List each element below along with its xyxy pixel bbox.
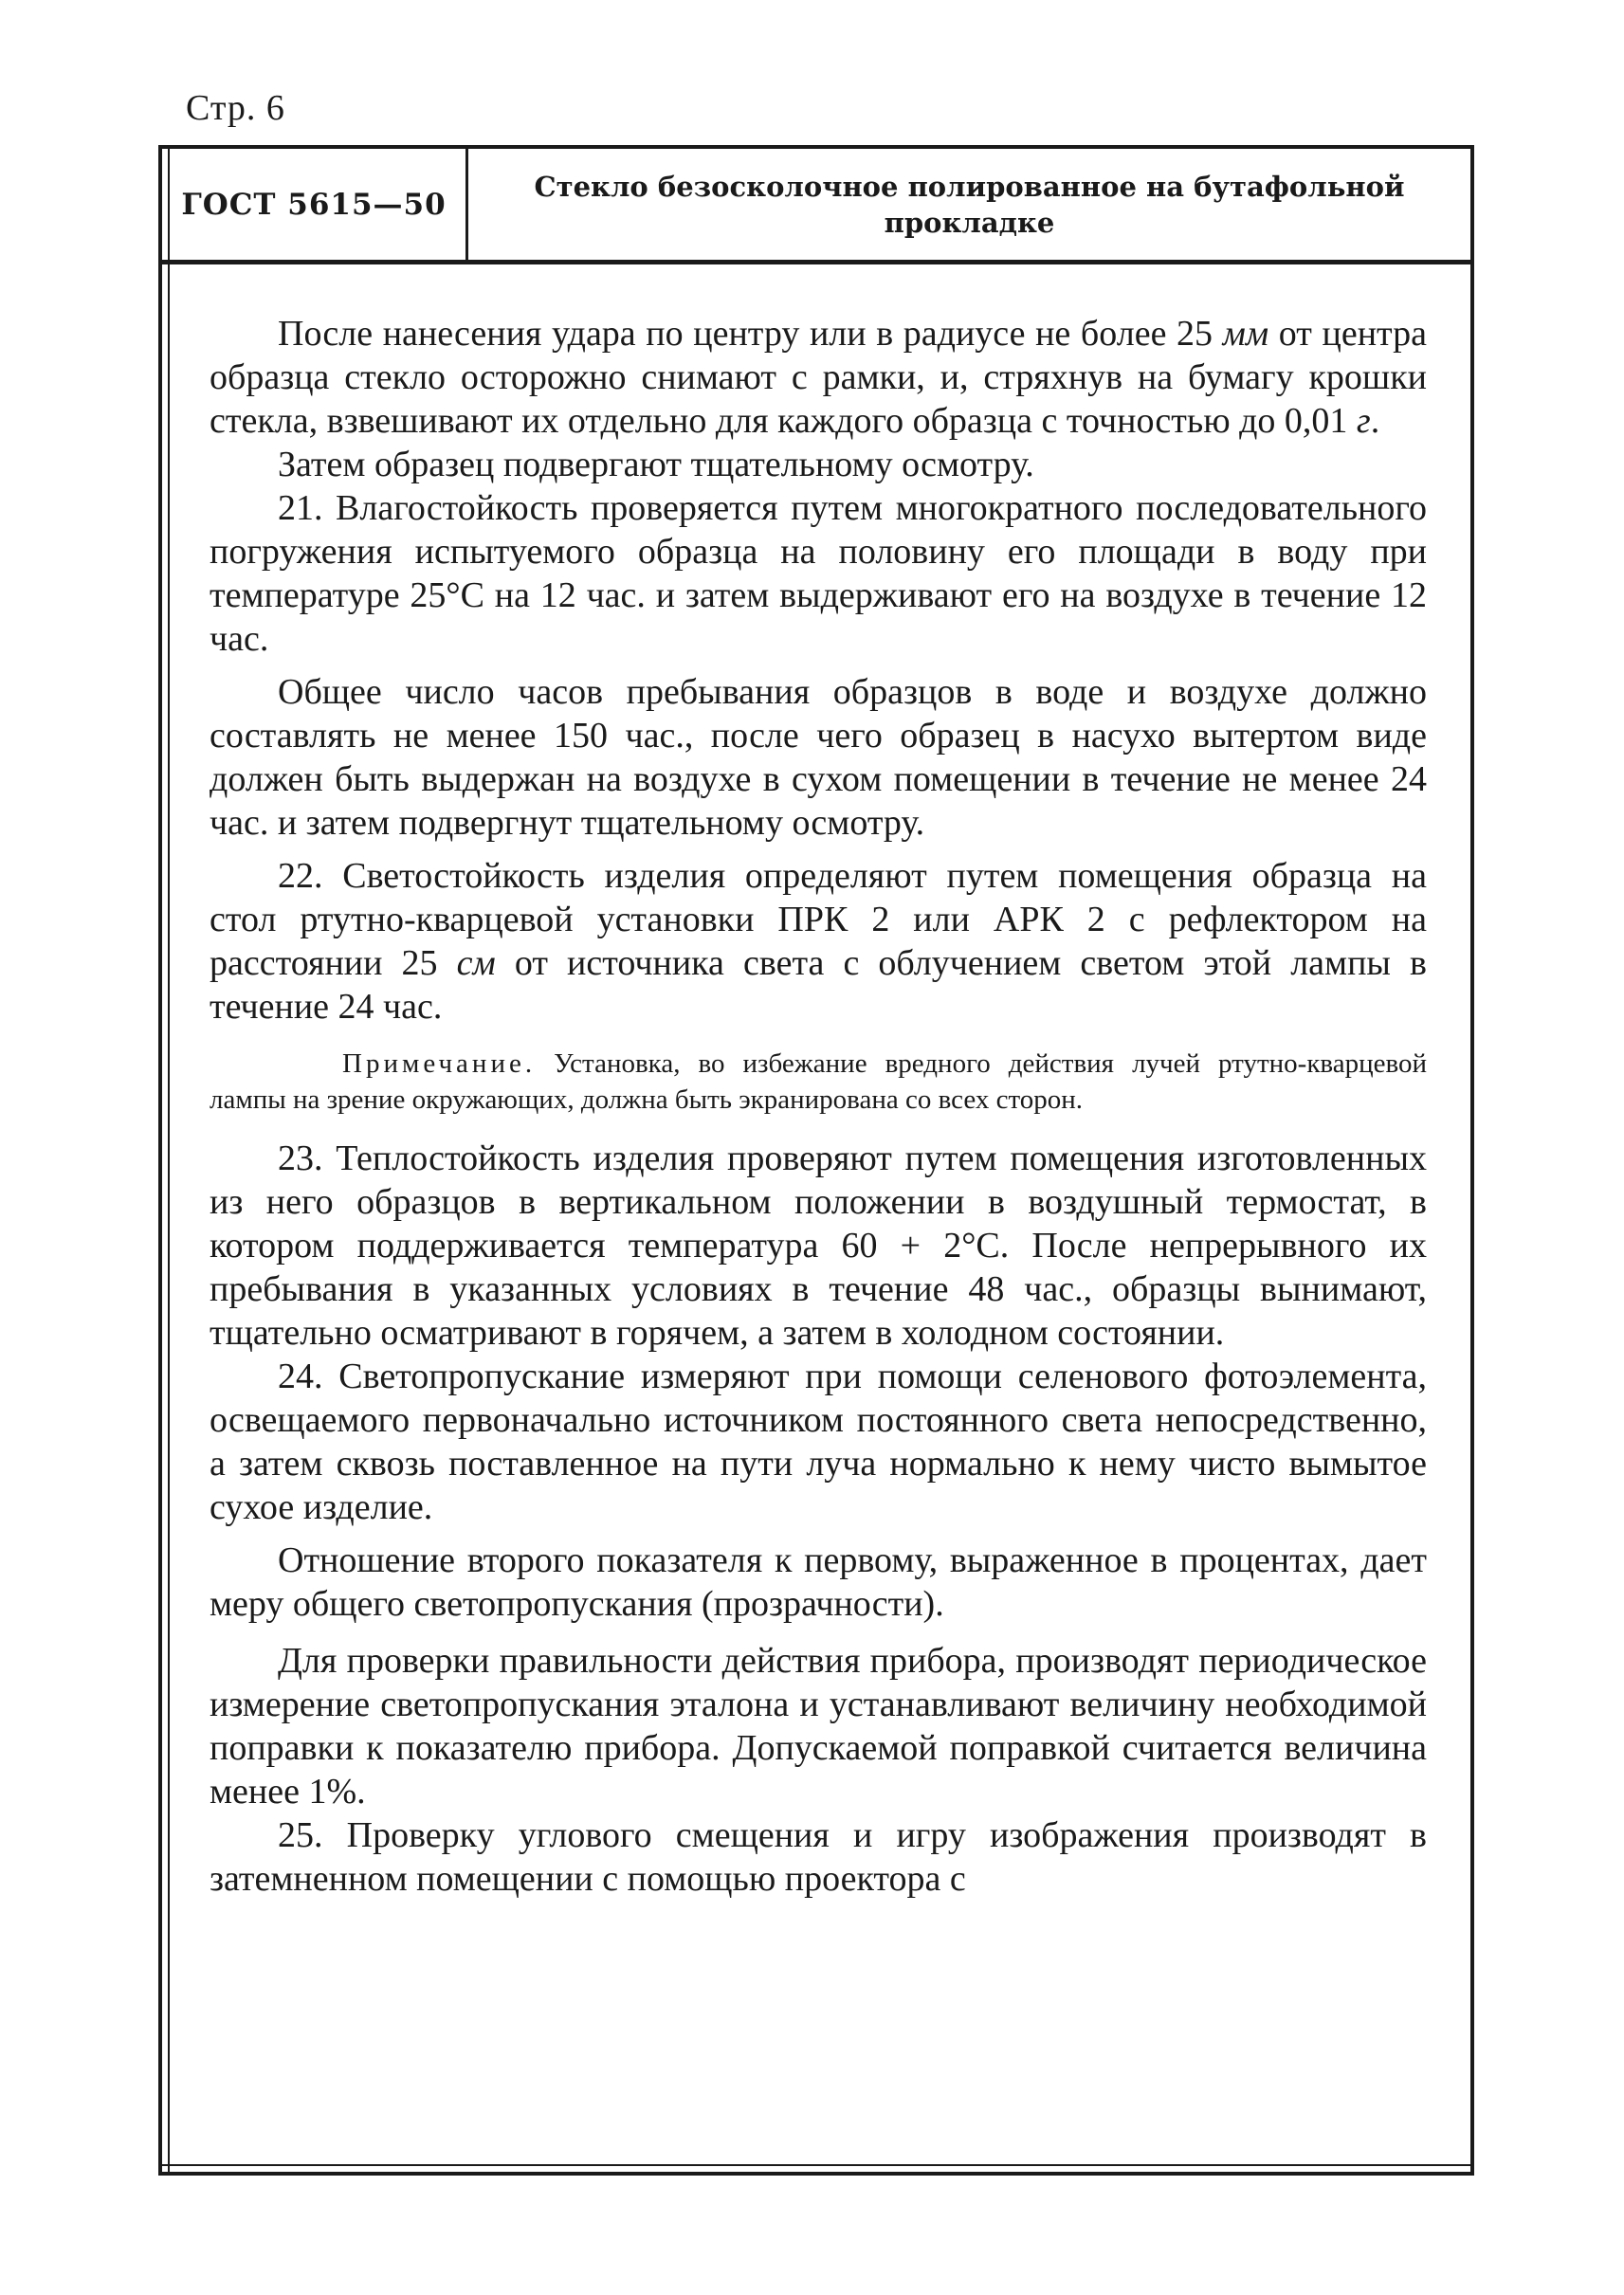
p1-text-b: от центра образца стекло осторожно снимают с рамки, и, стряхнув на бумагу крошки стекла, взвешивают их отдельно для каждого образца с точностью до 0,01 [210,314,1427,441]
paragraph-24-cont: Отношение второго показателя к первому, выраженное в процентах, дает меру общего светопропускания (прозрачности). [210,1540,1427,1624]
p22-text-a: 22. Светостойкость изделия определяют путем помещения образца на стол ртутно-кварцевой установки ПРК 2 или АРК 2 с рефлектором на расстоянии 25 [210,856,1427,983]
paragraph-21-cont: Общее число часов пребывания образцов в воде и воздухе должно составлять не менее 150 час., после чего образец в насухо вытертом виде должен быть выдержан на воздухе в сухом помещении в течение не менее 24 час. и затем подвергнут тщательному осмотру. [210,672,1427,843]
title-line-1: Стекло безосколочное полированное на бутафольной [534,170,1405,203]
p22-unit-cm: см [456,943,496,983]
title-line-2: прокладке [884,206,1055,239]
paragraph-22 [210,854,1427,1029]
p1-unit-g: г [1356,401,1371,441]
paragraph-24-cont-2: Для проверки правильности действия прибора, производят периодическое измерение светопропускания эталона и устанавливают величину необходимой поправки к показателю прибора. Допускаемой поправкой считается величина менее 1%. [210,1641,1427,1812]
paragraph-1 [210,312,1427,443]
paragraph-24: 24. Светопропускание измеряют при помощи селенового фотоэлемента, освещаемого первоначально источником постоянного света непосредственно, а затем сквозь поставленное на пути луча нормально к нему чисто вымытое сухое изделие. [210,1357,1427,1527]
paragraph-21: 21. Влагостойкость проверяется путем многократного последовательного погружения испытуемого образца на половину его площади в воду при температуре 25°С на 12 час. и затем выдерживают его на воздухе в течение 12 час. [210,488,1427,659]
header [162,149,1470,264]
page-number: Стр. 6 [186,88,285,128]
document-title [468,149,1470,260]
paragraph-25: 25. Проверку углового смещения и игру изображения производят в затемненном помещении с помощью проектора с [210,1815,1427,1899]
document-id: ГОСТ 5615—50 [162,149,468,260]
paragraph-23: 23. Теплостойкость изделия проверяют путем помещения изготовленных из него образцов в вертикальном положении в воздушный термостат, в котором поддерживается температура 60 + 2°С. После непрерывного их пребывания в указанных условиях в течение 48 час., образцы вынимают, тщательно осматривают в горячем, а затем в холодном состоянии. [210,1138,1427,1353]
note [210,1046,1427,1118]
p1-text-a: После нанесения удара по центру или в радиусе не более 25 [278,314,1223,354]
note-text: Установка, во избежание вредного действия лучей ртутно-кварцевой лампы на зрение окружающих, должна быть экранирована со всех сторон. [210,1048,1427,1115]
p1-unit-mm: мм [1222,314,1269,354]
body-text [210,312,1427,1901]
p1-text-c: . [1370,401,1380,441]
paragraph-2: Затем образец подвергают тщательному осмотру. [278,445,1034,484]
page-frame [158,145,1474,2176]
p22-text-b: от источника света с облучением светом этой лампы в течение 24 час. [210,943,1427,1027]
note-label: Примечание. [342,1048,537,1079]
